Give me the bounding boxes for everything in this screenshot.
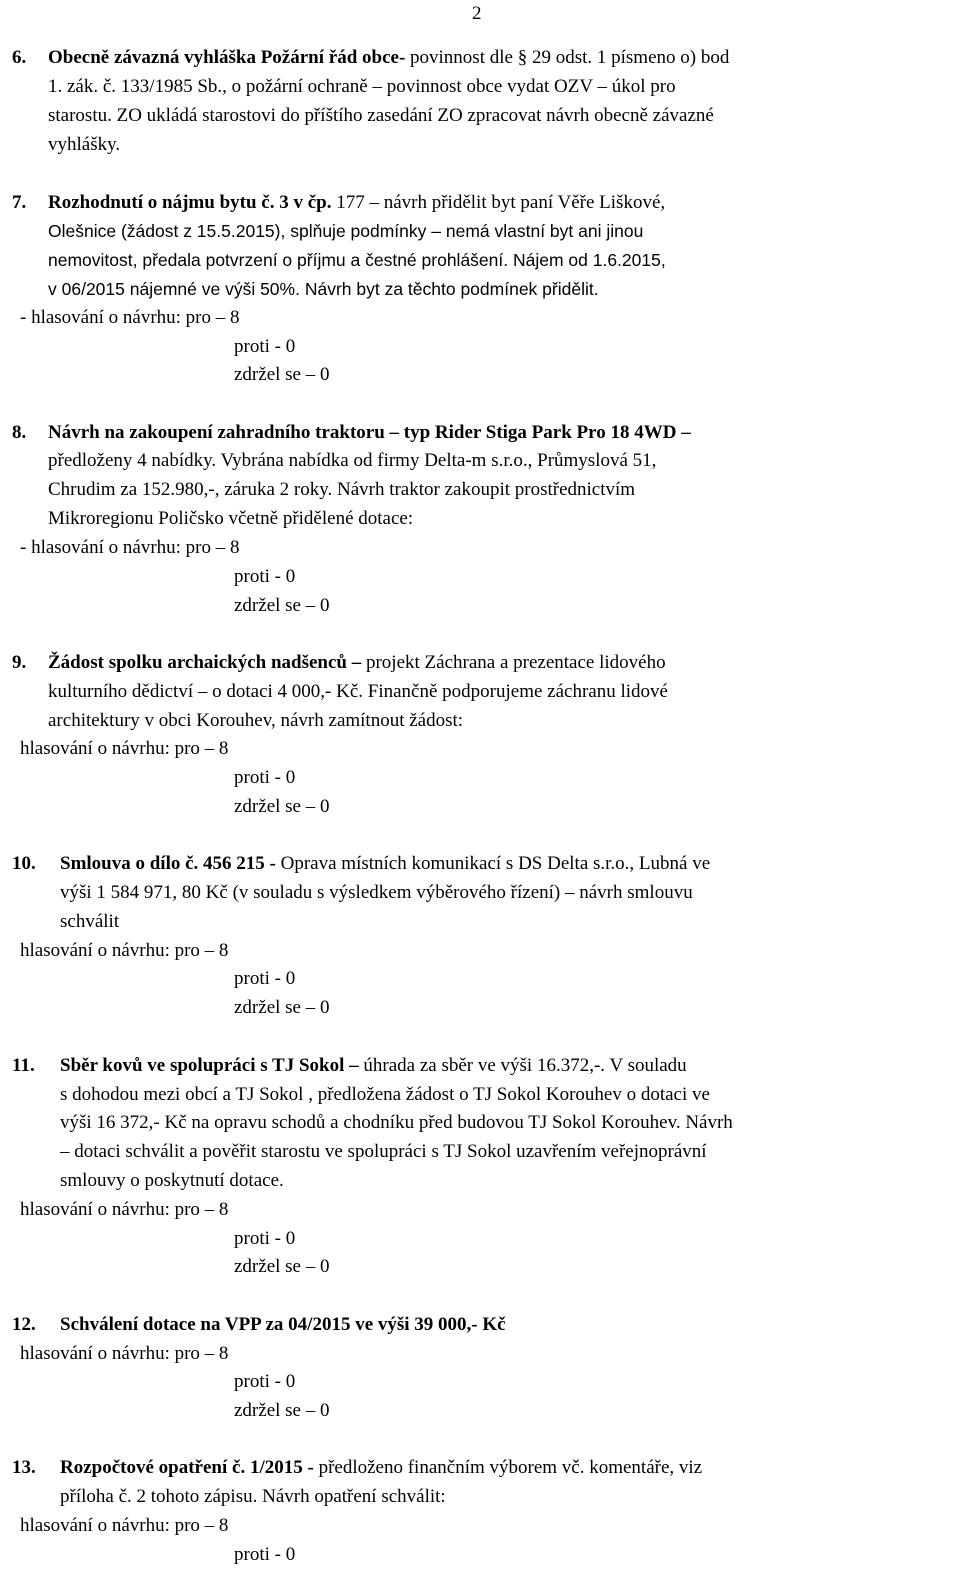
item-number: 7. [12, 192, 27, 213]
vote-abstain: zdržel se – 0 [234, 364, 330, 385]
item-number: 8. [12, 422, 27, 443]
item-line [48, 478, 635, 502]
item-body-text: v 06/2015 nájemné ve výši 50%. Návrh byt za těchto podmínek přidělit. [48, 279, 599, 299]
vote-abstain: zdržel se – 0 [234, 1400, 330, 1421]
item-body-text: s dohodou mezi obcí a TJ Sokol , předložena žádost o TJ Sokol Korouhev o dotaci ve [60, 1084, 710, 1105]
vote-against: proti - 0 [234, 1544, 296, 1565]
item-body-text: vyhlášky. [48, 134, 121, 155]
item-heading-text: Sběr kovů ve spolupráci s TJ Sokol – [60, 1055, 359, 1076]
vote-for: hlasování o návrhu: pro – 8 [20, 738, 229, 759]
item-number: 11. [12, 1055, 35, 1076]
item-body-text: smlouvy o poskytnutí dotace. [60, 1170, 284, 1191]
item-line [60, 852, 710, 876]
item-body-text: 177 – návrh přidělit byt paní Věře Liškové, [331, 192, 666, 213]
item-number: 13. [12, 1457, 36, 1478]
item-number: 10. [12, 853, 36, 874]
item-line [48, 421, 691, 445]
page-number: 2 [472, 3, 482, 24]
item-body-text: výši 16 372,- Kč na opravu schodů a chodníku před budovou TJ Sokol Korouhev. Návrh [60, 1112, 733, 1133]
vote-for: - hlasování o návrhu: pro – 8 [20, 307, 240, 328]
vote-abstain: zdržel se – 0 [234, 997, 330, 1018]
item-heading-text: Smlouva o dílo č. 456 215 - [60, 853, 276, 874]
item-line [48, 104, 714, 128]
item-line [48, 46, 729, 70]
item-line [48, 507, 413, 531]
item-body-text: Olešnice (žádost z 15.5.2015), splňuje podmínky – nemá vlastní byt ani jinou [48, 221, 644, 241]
item-heading-text: Rozpočtové opatření č. 1/2015 - [60, 1457, 314, 1478]
vote-abstain: zdržel se – 0 [234, 1256, 330, 1277]
item-line [60, 1456, 702, 1480]
item-line [60, 1140, 707, 1164]
item-number: 6. [12, 47, 27, 68]
item-line [60, 881, 693, 905]
item-body-text: projekt Záchrana a prezentace lidového [361, 652, 666, 673]
item-body-text: Mikroregionu Poličsko včetně přidělené dotace: [48, 508, 414, 529]
item-heading-text: Rozhodnutí o nájmu bytu č. 3 v čp. [48, 192, 332, 213]
item-body-text: Oprava místních komunikací s DS Delta s.r.o., Lubná ve [275, 853, 711, 874]
item-line [48, 191, 665, 215]
vote-against: proti - 0 [234, 566, 296, 587]
vote-for: hlasování o návrhu: pro – 8 [20, 1199, 229, 1220]
vote-against: proti - 0 [234, 968, 296, 989]
vote-for: hlasování o návrhu: pro – 8 [20, 1515, 229, 1536]
vote-against: proti - 0 [234, 1228, 296, 1249]
item-body-text: úhrada za sběr ve výši 16.372,-. V souladu [358, 1055, 687, 1076]
item-heading-text: Obecně závazná vyhláška Požární řád obce- [48, 47, 406, 68]
item-line [60, 1054, 687, 1078]
item-number: 9. [12, 652, 27, 673]
item-body-text: § [517, 47, 528, 68]
item-line [60, 910, 119, 934]
item-body-text: 1. zák. č. 133/1985 Sb., o požární ochraně – povinnost obce vydat OZV – úkol pro [48, 76, 676, 97]
vote-for: - hlasování o návrhu: pro – 8 [20, 537, 240, 558]
vote-against: proti - 0 [234, 336, 296, 357]
item-line [48, 709, 463, 733]
item-line [60, 1169, 284, 1193]
item-heading-text: Návrh na zakoupení zahradního traktoru – typ Rider Stiga Park Pro 18 4WD – [48, 422, 691, 443]
item-body-text: architektury v obci Korouhev, návrh zamítnout žádost: [48, 710, 464, 731]
vote-against: proti - 0 [234, 1371, 296, 1392]
item-body-text: příloha č. 2 tohoto zápisu. Návrh opatření schválit: [60, 1486, 446, 1507]
item-line [60, 1313, 506, 1337]
item-body-text: Chrudim za 152.980,-, záruka 2 roky. Návrh traktor zakoupit prostřednictvím [48, 479, 636, 500]
vote-against: proti - 0 [234, 767, 296, 788]
item-line [60, 1485, 446, 1509]
item-line [48, 75, 676, 99]
item-body-text: kulturního dědictví – o dotaci 4 000,- Kč. Finančně podporujeme záchranu lidové [48, 681, 668, 702]
item-body-text: 29 odst. 1 písmeno o) bod [527, 47, 730, 68]
item-line [48, 219, 643, 244]
item-body-text: schválit [60, 911, 120, 932]
item-line [48, 248, 666, 273]
item-body-text: – dotaci schválit a pověřit starostu ve spolupráci s TJ Sokol uzavřením veřejnoprávní [60, 1141, 707, 1162]
item-body-text: předloženo finančním výborem vč. komentáře, viz [313, 1457, 703, 1478]
item-line [48, 133, 120, 157]
item-line [48, 651, 666, 675]
item-body-text: výši 1 584 971, 80 Kč (v souladu s výsledkem výběrového řízení) – návrh smlouvu [60, 882, 693, 903]
item-heading-text: Žádost spolku archaických nadšenců – [48, 652, 362, 673]
item-number: 12. [12, 1314, 36, 1335]
vote-for: hlasování o návrhu: pro – 8 [20, 940, 229, 961]
item-heading-text: Schválení dotace na VPP za 04/2015 ve výši 39 000,- Kč [60, 1314, 506, 1335]
vote-for: hlasování o návrhu: pro – 8 [20, 1343, 229, 1364]
item-line [48, 680, 668, 704]
item-body-text: starostu. ZO ukládá starostovi do příštího zasedání ZO zpracovat návrh obecně závazné [48, 105, 714, 126]
item-line [48, 449, 656, 473]
item-line [60, 1083, 710, 1107]
item-body-text: předloženy 4 nabídky. Vybrána nabídka od firmy Delta-m s.r.o., Průmyslová 51, [48, 450, 657, 471]
item-body-text: povinnost dle [405, 47, 518, 68]
vote-abstain: zdržel se – 0 [234, 595, 330, 616]
item-line [60, 1111, 733, 1135]
item-body-text: nemovitost, předala potvrzení o příjmu a čestné prohlášení. Nájem od 1.6.2015, [48, 250, 666, 270]
vote-abstain: zdržel se – 0 [234, 796, 330, 817]
item-line [48, 277, 599, 302]
